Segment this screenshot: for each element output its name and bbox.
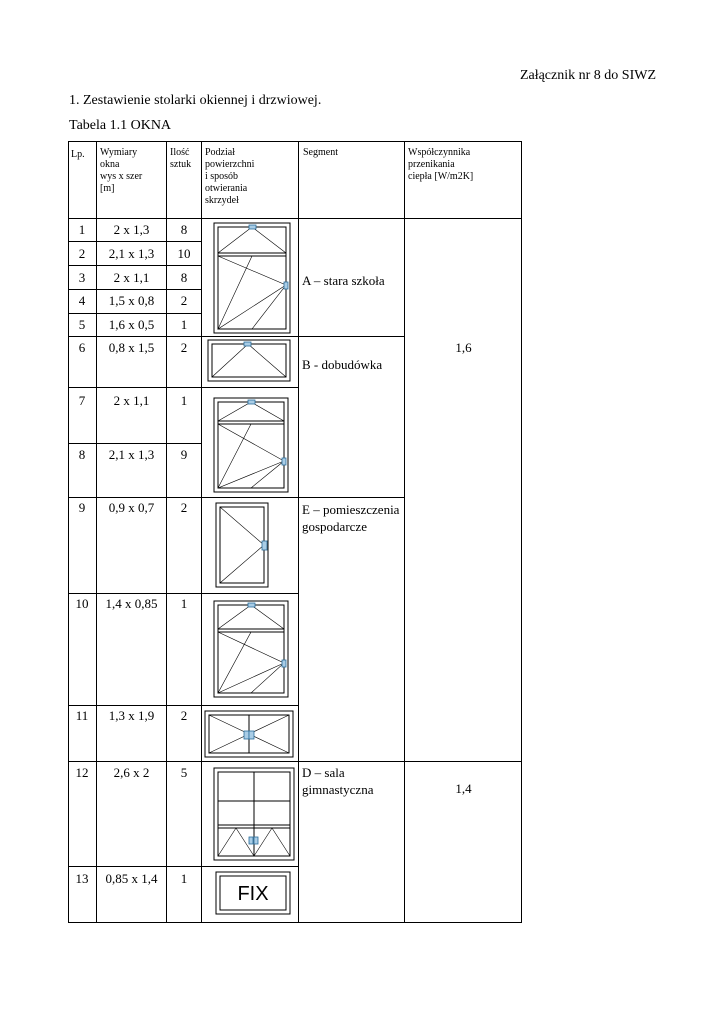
row-lp: 13	[75, 871, 89, 886]
row-lp: 4	[78, 293, 86, 308]
row-lp: 5	[78, 317, 86, 332]
row-quantity: 9	[180, 447, 188, 462]
table-title: Tabela 1.1 OKNA	[69, 118, 172, 133]
window-drawing-row-10	[214, 601, 288, 697]
handle-icon	[249, 225, 256, 229]
coefficient-value: 1,4	[455, 781, 472, 796]
row-dimensions: 2 x 1,1	[113, 393, 150, 408]
row-quantity: 8	[180, 222, 188, 237]
fix-label: FIX	[237, 883, 269, 905]
handle-icon	[284, 282, 288, 289]
segment-a: A – stara szkoła	[302, 273, 385, 288]
row-lp: 10	[75, 596, 89, 611]
row-quantity: 1	[180, 317, 188, 332]
header-quantity: Ilość sztuk	[170, 147, 192, 170]
row-quantity: 8	[180, 270, 188, 285]
handle-icon	[262, 541, 267, 550]
row-dimensions: 2 x 1,1	[113, 270, 150, 285]
handle-icon	[244, 342, 251, 346]
row-dimensions: 1,3 x 1,9	[108, 708, 155, 723]
handle-icon	[282, 660, 286, 667]
row-quantity: 1	[180, 871, 188, 886]
row-quantity: 1	[180, 393, 188, 408]
row-dimensions: 1,5 x 0,8	[108, 293, 155, 308]
row-lp: 12	[75, 765, 89, 780]
handle-icon	[244, 731, 249, 739]
row-quantity: 2	[180, 293, 188, 308]
handle-icon	[249, 837, 253, 844]
handle-icon	[254, 837, 258, 844]
row-quantity: 2	[180, 500, 188, 515]
window-drawing-rows-7-8	[214, 398, 288, 492]
row-lp: 1	[78, 222, 86, 237]
row-dimensions: 2,1 x 1,3	[108, 447, 155, 462]
row-dimensions: 1,6 x 0,5	[108, 317, 155, 332]
row-lp: 11	[75, 708, 89, 723]
header-coefficient: Współczynnika przenikania ciepła [W/m2K]	[408, 147, 474, 182]
section-heading: 1. Zestawienie stolarki okiennej i drzwiowej.	[69, 93, 322, 108]
attachment-label: Załącznik nr 8 do SIWZ	[519, 68, 656, 83]
coefficient-value: 1,6	[455, 340, 472, 355]
windows-table	[68, 141, 522, 923]
header-segment: Segment	[303, 147, 338, 158]
header-dimensions: Wymiary okna wys x szer [m]	[100, 147, 143, 194]
handle-icon	[248, 603, 255, 607]
segment-d: D – sala gimnastyczna	[302, 765, 374, 797]
header-lp: Lp.	[71, 149, 85, 160]
window-drawing-row-9	[216, 503, 268, 587]
segment-b: B - dobudówka	[302, 357, 383, 372]
row-dimensions: 2 x 1,3	[113, 222, 150, 237]
row-lp: 9	[78, 500, 86, 515]
row-dimensions: 0,9 x 0,7	[108, 500, 155, 515]
row-quantity: 2	[180, 708, 188, 723]
row-lp: 2	[78, 246, 86, 261]
window-drawing-rows-1-5	[214, 223, 290, 333]
row-dimensions: 1,4 x 0,85	[105, 596, 158, 611]
row-quantity: 2	[180, 340, 188, 355]
row-lp: 7	[78, 393, 86, 408]
handle-icon	[282, 458, 286, 465]
row-lp: 8	[78, 447, 86, 462]
row-quantity: 1	[180, 596, 188, 611]
row-quantity: 10	[177, 246, 191, 261]
row-dimensions: 2,1 x 1,3	[108, 246, 155, 261]
row-quantity: 5	[180, 765, 188, 780]
row-lp: 3	[78, 270, 86, 285]
segment-e: E – pomieszczenia gospodarcze	[302, 502, 400, 534]
row-lp: 6	[78, 340, 86, 355]
handle-icon	[248, 400, 255, 404]
handle-icon	[249, 731, 254, 739]
row-dimensions: 0,85 x 1,4	[105, 871, 158, 886]
row-dimensions: 0,8 x 1,5	[108, 340, 155, 355]
row-dimensions: 2,6 x 2	[113, 765, 150, 780]
window-drawing-row-12	[214, 768, 294, 860]
header-division: Podział powierzchni i sposób otwierania skrzydeł	[205, 147, 255, 206]
